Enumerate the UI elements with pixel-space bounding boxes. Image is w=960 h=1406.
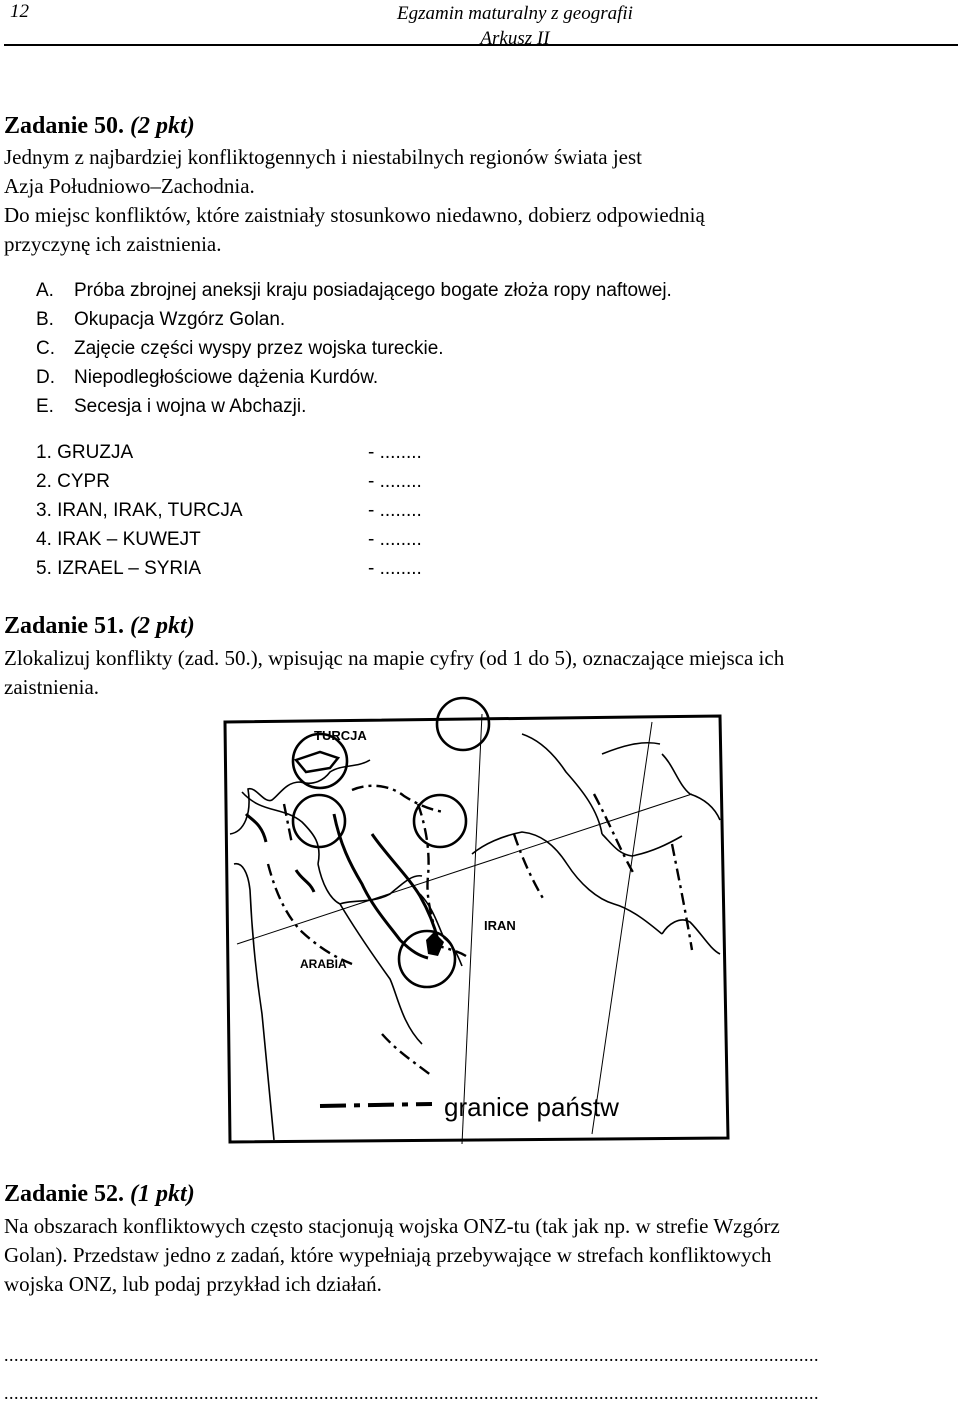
country-name: 5. IZRAEL – SYRIA (36, 558, 202, 579)
country-name: 3. IRAN, IRAK, TURCJA (36, 500, 243, 521)
legend-label: granice państw (444, 1092, 619, 1122)
option-letter: D. (36, 367, 55, 388)
exam-title: Egzamin maturalny z geografii (397, 3, 633, 24)
answer-blank[interactable]: - ........ (368, 471, 422, 492)
task-50-instruction-line-2: przyczynę ich zaistnienia. (4, 232, 222, 256)
task-51-title (4, 613, 195, 640)
option-text: Zajęcie części wyspy przez wojska tureckie. (74, 338, 444, 359)
label-turcja: TURCJA (314, 728, 367, 743)
label-iran: IRAN (484, 918, 516, 933)
header-divider (4, 44, 958, 46)
option-letter: E. (36, 396, 54, 417)
task-52-line-3: wojska ONZ, lub podaj przykład ich działań. (4, 1272, 382, 1296)
answer-blank[interactable]: - ........ (368, 529, 422, 550)
task-51-line-2: zaistnienia. (4, 675, 100, 699)
option-text: Okupacja Wzgórz Golan. (74, 309, 286, 330)
option-c (36, 334, 444, 363)
country-name: 1. GRUZJA (36, 442, 134, 463)
country-row-1 (36, 438, 422, 467)
country-name: 4. IRAK – KUWEJT (36, 529, 201, 550)
task-51-line-1: Zlokalizuj konflikty (zad. 50.), wpisując na mapie cyfry (od 1 do 5), oznaczające miejsca ich (4, 646, 785, 670)
option-letter: B. (36, 309, 54, 330)
task-50-label: Zadanie 50. (4, 113, 125, 139)
task-52-line-2: Golan). Przedstaw jedno z zadań, które wypełniają przebywające w strefach konfliktowych (4, 1243, 772, 1267)
task-50-intro-line-2: Azja Południowo–Zachodnia. (4, 174, 255, 198)
option-e (36, 392, 306, 421)
country-row-5 (36, 554, 422, 583)
conflict-map (222, 694, 730, 1146)
task-50-instruction-line-1: Do miejsc konfliktów, które zaistniały stosunkowo niedawno, dobierz odpowiednią (4, 203, 705, 227)
option-text: Niepodległościowe dążenia Kurdów. (74, 367, 379, 388)
task-50-title (4, 113, 195, 140)
answer-line-1[interactable]: ................................................................................................................................................................... (4, 1345, 819, 1365)
task-52-title (4, 1181, 195, 1208)
arkusz-label: Arkusz II (480, 28, 550, 49)
task-52-points: (1 pkt) (130, 1181, 195, 1207)
task-52-label: Zadanie 52. (4, 1181, 125, 1207)
task-50-intro-line-1: Jednym z najbardziej konfliktogennych i niestabilnych regionów świata jest (4, 145, 642, 169)
country-row-4 (36, 525, 422, 554)
country-row-2 (36, 467, 422, 496)
option-a (36, 276, 672, 305)
country-row-3 (36, 496, 422, 525)
task-50-points: (2 pkt) (130, 113, 195, 139)
label-arabia: ARABIA (300, 957, 347, 971)
task-51-label: Zadanie 51. (4, 613, 125, 639)
answer-line-2[interactable]: ................................................................................................................................................................... (4, 1383, 819, 1403)
option-text: Próba zbrojnej aneksji kraju posiadającego bogate złoża ropy naftowej. (74, 280, 672, 301)
option-text: Secesja i wojna w Abchazji. (74, 396, 307, 417)
task-51-points: (2 pkt) (130, 613, 195, 639)
page-number: 12 (10, 1, 29, 22)
answer-blank[interactable]: - ........ (368, 500, 422, 521)
country-name: 2. CYPR (36, 471, 110, 492)
answer-blank[interactable]: - ........ (368, 558, 422, 579)
task-52-line-1: Na obszarach konfliktowych często stacjonują wojska ONZ-tu (tak jak np. w strefie Wzgórz (4, 1214, 780, 1238)
option-letter: A. (36, 280, 54, 301)
option-d (36, 363, 378, 392)
answer-blank[interactable]: - ........ (368, 442, 422, 463)
option-letter: C. (36, 338, 55, 359)
option-b (36, 305, 285, 334)
